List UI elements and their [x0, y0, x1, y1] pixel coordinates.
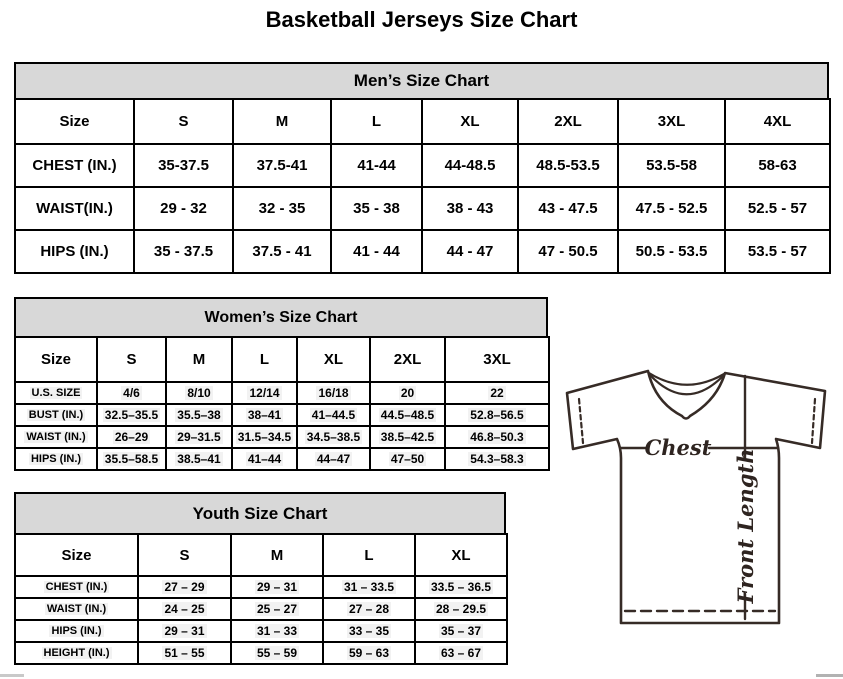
- size-value: 58-63: [725, 144, 830, 187]
- data-row: [15, 230, 830, 273]
- size-value: 31.5–34.5: [232, 426, 297, 448]
- column-header: M: [231, 534, 323, 576]
- row-label: U.S. SIZE: [15, 382, 97, 404]
- size-header-row: [15, 534, 507, 576]
- column-header: Size: [15, 337, 97, 382]
- mens-chart-title: Men’s Size Chart: [14, 62, 829, 100]
- column-header: S: [138, 534, 231, 576]
- size-value: 27 – 29: [138, 576, 231, 598]
- size-value: 47 - 50.5: [518, 230, 618, 273]
- size-value: 38.5–42.5: [370, 426, 445, 448]
- front-length-label: Front Length: [733, 448, 758, 604]
- size-value: 29–31.5: [166, 426, 232, 448]
- row-label: BUST (IN.): [15, 404, 97, 426]
- size-header-row: [15, 99, 830, 144]
- column-header: S: [134, 99, 233, 144]
- size-value: 46.8–50.3: [445, 426, 549, 448]
- size-value: 35.5–58.5: [97, 448, 166, 470]
- size-value: 35 - 37.5: [134, 230, 233, 273]
- size-value: 29 - 32: [134, 187, 233, 230]
- size-value: 44 - 47: [422, 230, 518, 273]
- youth-size-chart-section: [14, 492, 508, 665]
- column-header: S: [97, 337, 166, 382]
- column-header: L: [323, 534, 415, 576]
- youth-size-table: [14, 533, 508, 665]
- size-value: 31 – 33: [231, 620, 323, 642]
- size-value: 50.5 - 53.5: [618, 230, 725, 273]
- row-label: HIPS (IN.): [15, 448, 97, 470]
- womens-size-table: [14, 336, 550, 471]
- scrollbar-left-fragment[interactable]: [0, 674, 24, 677]
- row-label: WAIST (IN.): [15, 426, 97, 448]
- size-value: 43 - 47.5: [518, 187, 618, 230]
- size-value: 4/6: [97, 382, 166, 404]
- size-value: 54.3–58.3: [445, 448, 549, 470]
- column-header: 2XL: [518, 99, 618, 144]
- left-sleeve-seam-dashed-line: [579, 399, 583, 443]
- mens-size-chart-section: [14, 62, 831, 274]
- data-row: [15, 448, 549, 470]
- size-value: 28 – 29.5: [415, 598, 507, 620]
- column-header: 4XL: [725, 99, 830, 144]
- size-value: 37.5-41: [233, 144, 331, 187]
- size-value: 52.8–56.5: [445, 404, 549, 426]
- chest-label: Chest: [644, 435, 712, 460]
- data-row: [15, 620, 507, 642]
- size-value: 31 – 33.5: [323, 576, 415, 598]
- mens-size-table: [14, 98, 831, 274]
- jersey-diagram: [557, 360, 843, 665]
- data-row: [15, 404, 549, 426]
- size-value: 29 – 31: [138, 620, 231, 642]
- size-value: 38 - 43: [422, 187, 518, 230]
- column-header: M: [166, 337, 232, 382]
- womens-chart-title: Women’s Size Chart: [14, 297, 548, 338]
- page-title: Basketball Jerseys Size Chart: [265, 7, 578, 32]
- size-value: 27 – 28: [323, 598, 415, 620]
- size-value: 35 - 38: [331, 187, 422, 230]
- column-header: XL: [415, 534, 507, 576]
- size-value: 53.5 - 57: [725, 230, 830, 273]
- size-value: 53.5-58: [618, 144, 725, 187]
- size-value: 63 – 67: [415, 642, 507, 664]
- size-value: 24 – 25: [138, 598, 231, 620]
- column-header: XL: [422, 99, 518, 144]
- size-value: 51 – 55: [138, 642, 231, 664]
- size-value: 35-37.5: [134, 144, 233, 187]
- column-header: 3XL: [445, 337, 549, 382]
- size-value: 29 – 31: [231, 576, 323, 598]
- size-value: 52.5 - 57: [725, 187, 830, 230]
- size-value: 41–44.5: [297, 404, 370, 426]
- size-value: 12/14: [232, 382, 297, 404]
- size-value: 55 – 59: [231, 642, 323, 664]
- row-label: WAIST(IN.): [15, 187, 134, 230]
- size-value: 35.5–38: [166, 404, 232, 426]
- data-row: [15, 187, 830, 230]
- size-value: 8/10: [166, 382, 232, 404]
- size-value: 44-48.5: [422, 144, 518, 187]
- size-value: 44–47: [297, 448, 370, 470]
- column-header: L: [232, 337, 297, 382]
- size-value: 59 – 63: [323, 642, 415, 664]
- size-value: 25 – 27: [231, 598, 323, 620]
- row-label: HIPS (IN.): [15, 620, 138, 642]
- size-value: 32 - 35: [233, 187, 331, 230]
- data-row: [15, 576, 507, 598]
- column-header: Size: [15, 99, 134, 144]
- size-value: 37.5 - 41: [233, 230, 331, 273]
- size-value: 26–29: [97, 426, 166, 448]
- row-label: HIPS (IN.): [15, 230, 134, 273]
- womens-size-chart-section: [14, 297, 550, 471]
- jersey-outline: [567, 371, 825, 623]
- data-row: [15, 642, 507, 664]
- size-value: 20: [370, 382, 445, 404]
- size-value: 38.5–41: [166, 448, 232, 470]
- data-row: [15, 426, 549, 448]
- scrollbar-right-fragment[interactable]: [816, 674, 843, 677]
- size-header-row: [15, 337, 549, 382]
- size-value: 41-44: [331, 144, 422, 187]
- column-header: 2XL: [370, 337, 445, 382]
- column-header: 3XL: [618, 99, 725, 144]
- data-row: [15, 598, 507, 620]
- size-value: 35 – 37: [415, 620, 507, 642]
- row-label: CHEST (IN.): [15, 576, 138, 598]
- size-value: 34.5–38.5: [297, 426, 370, 448]
- size-value: 33 – 35: [323, 620, 415, 642]
- size-value: 16/18: [297, 382, 370, 404]
- right-sleeve-seam-dashed-line: [812, 399, 815, 443]
- size-value: 47.5 - 52.5: [618, 187, 725, 230]
- row-label: HEIGHT (IN.): [15, 642, 138, 664]
- row-label: CHEST (IN.): [15, 144, 134, 187]
- column-header: L: [331, 99, 422, 144]
- size-value: 33.5 – 36.5: [415, 576, 507, 598]
- size-value: 44.5–48.5: [370, 404, 445, 426]
- size-value: 22: [445, 382, 549, 404]
- data-row: [15, 382, 549, 404]
- size-value: 38–41: [232, 404, 297, 426]
- column-header: Size: [15, 534, 138, 576]
- data-row: [15, 144, 830, 187]
- size-value: 48.5-53.5: [518, 144, 618, 187]
- size-value: 41 - 44: [331, 230, 422, 273]
- size-value: 32.5–35.5: [97, 404, 166, 426]
- column-header: M: [233, 99, 331, 144]
- youth-chart-title: Youth Size Chart: [14, 492, 506, 535]
- column-header: XL: [297, 337, 370, 382]
- size-value: 47–50: [370, 448, 445, 470]
- row-label: WAIST (IN.): [15, 598, 138, 620]
- size-value: 41–44: [232, 448, 297, 470]
